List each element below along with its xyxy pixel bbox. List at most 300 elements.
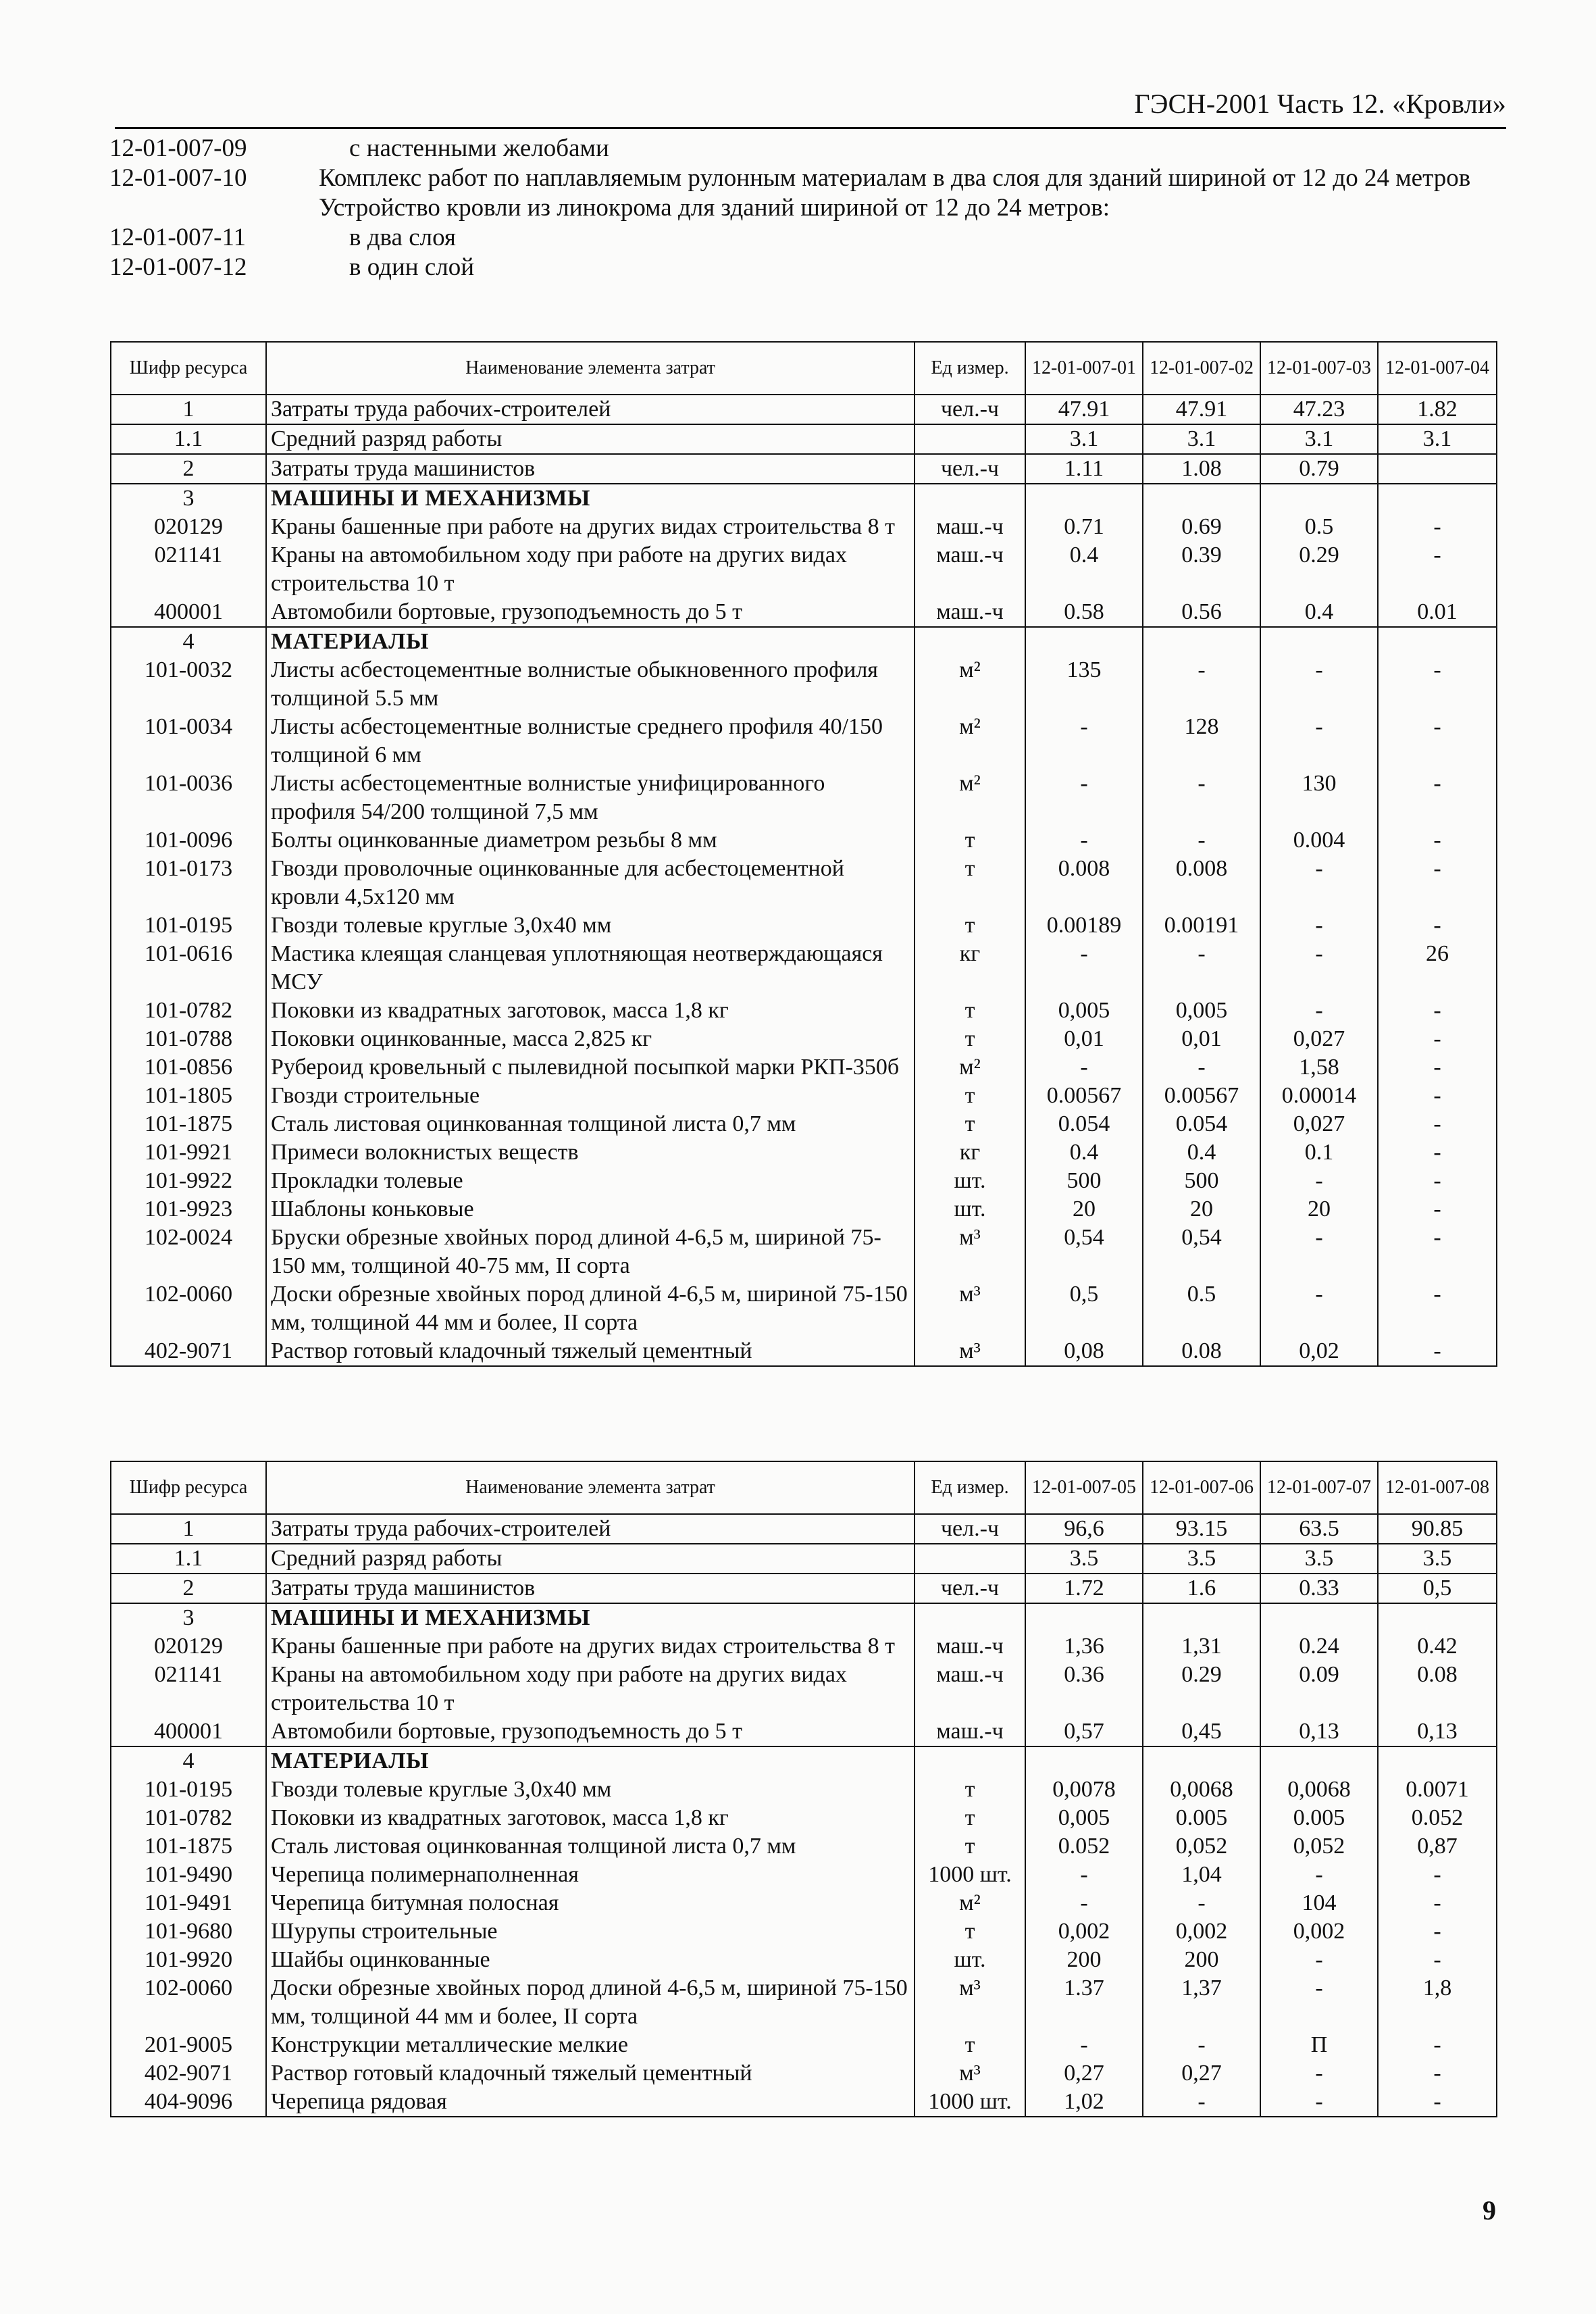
value-cell: 0.054 [1143, 1110, 1260, 1138]
resource-code-cell: 102-0024 [111, 1224, 266, 1280]
value-cell: 47.23 [1260, 395, 1378, 424]
value-cell: 0.79 [1260, 454, 1378, 484]
unit-cell: т [915, 1917, 1025, 1946]
value-cell: 0,027 [1260, 1110, 1378, 1138]
unit-cell: м³ [915, 1337, 1025, 1366]
resource-code-cell: 3 [111, 1603, 266, 1632]
resource-code-cell: 101-0195 [111, 911, 266, 940]
value-cell: 128 [1143, 713, 1260, 770]
unit-cell [915, 1544, 1025, 1574]
resource-code-cell: 101-9680 [111, 1917, 266, 1946]
table-row [111, 997, 1497, 1025]
resource-code-cell: 1.1 [111, 424, 266, 454]
table-row [111, 1082, 1497, 1110]
unit-cell: м³ [915, 1224, 1025, 1280]
intro-code: 12-01-007-10 [109, 164, 247, 192]
value-cell: - [1143, 2088, 1260, 2117]
value-cell: - [1025, 1053, 1143, 1082]
value-cell: 104 [1260, 1889, 1378, 1917]
resource-name-cell: Сталь листовая оцинкованная толщиной листа 0,7 мм [266, 1110, 915, 1138]
value-cell [1260, 484, 1378, 513]
unit-cell: шт. [915, 1167, 1025, 1195]
value-cell: - [1378, 541, 1497, 598]
value-cell: - [1378, 1946, 1497, 1974]
value-cell: - [1378, 1025, 1497, 1053]
intro-code: 12-01-007-09 [109, 134, 247, 162]
table-row [111, 1514, 1497, 1544]
intro-text: Устройство кровли из линокрома для зданий шириной от 12 до 24 метров: [319, 194, 1110, 222]
value-cell: 3.5 [1378, 1544, 1497, 1574]
value-cell: 1,37 [1143, 1974, 1260, 2031]
value-cell: 90.85 [1378, 1514, 1497, 1544]
table-row [111, 1632, 1497, 1661]
value-cell: 0.00014 [1260, 1082, 1378, 1110]
value-cell: - [1378, 1337, 1497, 1366]
unit-cell: кг [915, 1138, 1025, 1167]
unit-cell [915, 1746, 1025, 1776]
value-cell: - [1378, 1224, 1497, 1280]
resource-name-cell: Конструкции металлические мелкие [266, 2031, 915, 2059]
value-cell: - [1378, 826, 1497, 855]
value-cell: 0,005 [1025, 997, 1143, 1025]
value-cell: 0.42 [1378, 1632, 1497, 1661]
table-row [111, 2059, 1497, 2088]
table-row [111, 1974, 1497, 2031]
value-cell: - [1378, 2059, 1497, 2088]
value-cell: - [1378, 713, 1497, 770]
value-cell: - [1260, 997, 1378, 1025]
table-header-row [111, 342, 1497, 395]
value-cell: 0,08 [1025, 1337, 1143, 1366]
value-cell [1025, 1746, 1143, 1776]
value-cell: 1,8 [1378, 1974, 1497, 2031]
unit-cell [915, 627, 1025, 656]
header-cell-code: Шифр ресурса [111, 342, 266, 395]
resource-name-cell: Краны башенные при работе на других видах строительства 8 т [266, 1632, 915, 1661]
intro-row [109, 223, 1514, 253]
intro-row [109, 164, 1514, 193]
unit-cell: маш.-ч [915, 1661, 1025, 1717]
value-cell: 500 [1025, 1167, 1143, 1195]
resource-name-cell: Прокладки толевые [266, 1167, 915, 1195]
resource-table-1 [110, 341, 1497, 1367]
resource-name-cell: Затраты труда рабочих-строителей [266, 1514, 915, 1544]
value-cell: 1,04 [1143, 1861, 1260, 1889]
value-cell: 0.24 [1260, 1632, 1378, 1661]
resource-name-cell: Черепица битумная полосная [266, 1889, 915, 1917]
unit-cell: т [915, 1776, 1025, 1804]
value-cell: - [1025, 713, 1143, 770]
resource-code-cell: 101-9920 [111, 1946, 266, 1974]
resource-name-cell: Автомобили бортовые, грузоподъемность до 5 т [266, 598, 915, 627]
value-cell: - [1260, 855, 1378, 911]
value-cell: - [1260, 911, 1378, 940]
intro-row [109, 193, 1514, 223]
resource-name-cell: Шурупы строительные [266, 1917, 915, 1946]
value-cell: - [1378, 1917, 1497, 1946]
resource-code-cell: 404-9096 [111, 2088, 266, 2117]
table-row [111, 1224, 1497, 1280]
value-cell: - [1143, 656, 1260, 713]
resource-code-cell: 101-0034 [111, 713, 266, 770]
value-cell: 96,6 [1025, 1514, 1143, 1544]
header-cell-norm: 12-01-007-06 [1143, 1461, 1260, 1514]
table-row [111, 541, 1497, 598]
unit-cell: т [915, 911, 1025, 940]
value-cell: - [1378, 1110, 1497, 1138]
value-cell: 0.00567 [1025, 1082, 1143, 1110]
value-cell: - [1378, 2088, 1497, 2117]
value-cell: 200 [1025, 1946, 1143, 1974]
unit-cell: 1000 шт. [915, 2088, 1025, 2117]
unit-cell: м² [915, 770, 1025, 826]
resource-name-cell: Гвозди толевые круглые 3,0х40 мм [266, 911, 915, 940]
value-cell: 20 [1260, 1195, 1378, 1224]
value-cell [1143, 627, 1260, 656]
page-number: 9 [1483, 2195, 1496, 2225]
resource-code-cell: 402-9071 [111, 1337, 266, 1366]
value-cell: - [1143, 1889, 1260, 1917]
value-cell: - [1378, 2031, 1497, 2059]
unit-cell: т [915, 855, 1025, 911]
table-row [111, 1544, 1497, 1574]
table-row [111, 395, 1497, 424]
resource-name-cell: Гвозди толевые круглые 3,0х40 мм [266, 1776, 915, 1804]
value-cell: 0,005 [1025, 1804, 1143, 1832]
value-cell: - [1378, 656, 1497, 713]
table-row [111, 424, 1497, 454]
resource-code-cell: 101-0032 [111, 656, 266, 713]
resource-name-cell: МАТЕРИАЛЫ [266, 1746, 915, 1776]
table-row [111, 513, 1497, 541]
resource-name-cell: Затраты труда рабочих-строителей [266, 395, 915, 424]
resource-name-cell: МАШИНЫ И МЕХАНИЗМЫ [266, 484, 915, 513]
table-row [111, 1025, 1497, 1053]
table-row [111, 770, 1497, 826]
unit-cell: маш.-ч [915, 598, 1025, 627]
resource-name-cell: Доски обрезные хвойных пород длиной 4-6,5 м, шириной 75-150 мм, толщиной 44 мм и более, II сорта [266, 1974, 915, 2031]
value-cell [1143, 1746, 1260, 1776]
value-cell: 0.0071 [1378, 1776, 1497, 1804]
resource-code-cell: 402-9071 [111, 2059, 266, 2088]
table-body [111, 1514, 1497, 2117]
resource-name-cell: Шаблоны коньковые [266, 1195, 915, 1224]
value-cell: 1.6 [1143, 1574, 1260, 1603]
unit-cell [915, 424, 1025, 454]
value-cell: 0.008 [1025, 855, 1143, 911]
header-cell-unit: Ед измер. [915, 1461, 1025, 1514]
value-cell: 0.5 [1143, 1280, 1260, 1337]
resource-code-cell: 101-0788 [111, 1025, 266, 1053]
value-cell [1025, 484, 1143, 513]
value-cell: - [1260, 1946, 1378, 1974]
value-cell: - [1025, 1861, 1143, 1889]
value-cell [1378, 454, 1497, 484]
resource-code-cell: 1 [111, 395, 266, 424]
unit-cell: т [915, 997, 1025, 1025]
unit-cell: маш.-ч [915, 541, 1025, 598]
table-header-row [111, 1461, 1497, 1514]
resource-name-cell: Доски обрезные хвойных пород длиной 4-6,5 м, шириной 75-150 мм, толщиной 44 мм и более, II сорта [266, 1280, 915, 1337]
unit-cell: чел.-ч [915, 395, 1025, 424]
value-cell: 0.29 [1143, 1661, 1260, 1717]
value-cell: 130 [1260, 770, 1378, 826]
value-cell: 0,27 [1143, 2059, 1260, 2088]
table-row [111, 1195, 1497, 1224]
header-cell-norm: 12-01-007-08 [1378, 1461, 1497, 1514]
unit-cell: 1000 шт. [915, 1861, 1025, 1889]
unit-cell: м² [915, 1053, 1025, 1082]
value-cell: - [1378, 513, 1497, 541]
resource-code-cell: 4 [111, 1746, 266, 1776]
value-cell: 0.004 [1260, 826, 1378, 855]
resource-code-cell: 101-0616 [111, 940, 266, 997]
resource-name-cell: МАТЕРИАЛЫ [266, 627, 915, 656]
value-cell: 0,002 [1025, 1917, 1143, 1946]
table-row [111, 656, 1497, 713]
table-row [111, 454, 1497, 484]
header-cell-unit: Ед измер. [915, 342, 1025, 395]
resource-code-cell: 400001 [111, 1717, 266, 1746]
value-cell: 0,02 [1260, 1337, 1378, 1366]
value-cell: - [1143, 2031, 1260, 2059]
value-cell: - [1025, 770, 1143, 826]
value-cell: - [1378, 1053, 1497, 1082]
value-cell: - [1378, 1280, 1497, 1337]
resource-code-cell: 400001 [111, 598, 266, 627]
table-row [111, 2031, 1497, 2059]
intro-text: в один слой [349, 253, 475, 281]
table-row [111, 1280, 1497, 1337]
resource-code-cell: 101-0782 [111, 997, 266, 1025]
resource-name-cell: Поковки из квадратных заготовок, масса 1,8 кг [266, 997, 915, 1025]
value-cell: 0,13 [1260, 1717, 1378, 1746]
resource-name-cell: Средний разряд работы [266, 1544, 915, 1574]
resource-code-cell: 101-1805 [111, 1082, 266, 1110]
value-cell: 0.4 [1025, 1138, 1143, 1167]
table-row [111, 826, 1497, 855]
value-cell: 3.1 [1143, 424, 1260, 454]
resource-code-cell: 101-9922 [111, 1167, 266, 1195]
page-title: ГЭСН-2001 Часть 12. «Кровли» [1134, 89, 1506, 119]
resource-code-cell: 102-0060 [111, 1974, 266, 2031]
resource-name-cell: Поковки оцинкованные, масса 2,825 кг [266, 1025, 915, 1053]
intro-code: 12-01-007-12 [109, 253, 247, 281]
value-cell: 0,002 [1260, 1917, 1378, 1946]
value-cell: - [1260, 656, 1378, 713]
resource-code-cell: 101-1875 [111, 1110, 266, 1138]
resource-code-cell: 2 [111, 454, 266, 484]
value-cell: 0.005 [1260, 1804, 1378, 1832]
table-row [111, 1167, 1497, 1195]
value-cell: - [1378, 770, 1497, 826]
unit-cell: т [915, 1025, 1025, 1053]
header-cell-norm: 12-01-007-02 [1143, 342, 1260, 395]
unit-cell: т [915, 826, 1025, 855]
unit-cell: маш.-ч [915, 1717, 1025, 1746]
unit-cell: маш.-ч [915, 1632, 1025, 1661]
value-cell: - [1025, 1889, 1143, 1917]
unit-cell [915, 1603, 1025, 1632]
value-cell: - [1378, 1138, 1497, 1167]
value-cell: 0.008 [1143, 855, 1260, 911]
value-cell: 0.052 [1025, 1832, 1143, 1861]
page-header [115, 88, 1506, 129]
section-row [111, 1603, 1497, 1632]
value-cell [1025, 1603, 1143, 1632]
value-cell: 0.33 [1260, 1574, 1378, 1603]
resource-name-cell: Черепица рядовая [266, 2088, 915, 2117]
value-cell: 0,5 [1378, 1574, 1497, 1603]
value-cell: 0,052 [1143, 1832, 1260, 1861]
value-cell: 0,57 [1025, 1717, 1143, 1746]
value-cell: 0,01 [1025, 1025, 1143, 1053]
unit-cell: чел.-ч [915, 454, 1025, 484]
value-cell: 1.37 [1025, 1974, 1143, 2031]
resource-name-cell: Сталь листовая оцинкованная толщиной листа 0,7 мм [266, 1832, 915, 1861]
table-row [111, 1717, 1497, 1746]
unit-cell: т [915, 1082, 1025, 1110]
value-cell: 0.00189 [1025, 911, 1143, 940]
unit-cell: м² [915, 656, 1025, 713]
intro-text: Комплекс работ по наплавляемым рулонным материалам в два слоя для зданий шириной от 12 до 24 метров [319, 164, 1471, 192]
intro-text: в два слоя [349, 224, 456, 251]
resource-name-cell: Бруски обрезные хвойных пород длиной 4-6,5 м, шириной 75-150 мм, толщиной 40-75 мм, II сорта [266, 1224, 915, 1280]
value-cell: 0,54 [1143, 1224, 1260, 1280]
value-cell: 0,87 [1378, 1832, 1497, 1861]
value-cell: 0.00191 [1143, 911, 1260, 940]
table-row [111, 1889, 1497, 1917]
value-cell: 0,027 [1260, 1025, 1378, 1053]
resource-name-cell: Листы асбестоцементные волнистые обыкновенного профиля толщиной 5.5 мм [266, 656, 915, 713]
table-row [111, 713, 1497, 770]
unit-cell: маш.-ч [915, 513, 1025, 541]
value-cell [1260, 627, 1378, 656]
value-cell: 0,01 [1143, 1025, 1260, 1053]
value-cell: 1.11 [1025, 454, 1143, 484]
table-row [111, 1574, 1497, 1603]
resource-name-cell: Шайбы оцинкованные [266, 1946, 915, 1974]
header-cell-code: Шифр ресурса [111, 1461, 266, 1514]
value-cell: 0.00567 [1143, 1082, 1260, 1110]
unit-cell: чел.-ч [915, 1574, 1025, 1603]
value-cell [1378, 1746, 1497, 1776]
resource-name-cell: Болты оцинкованные диаметром резьбы 8 мм [266, 826, 915, 855]
value-cell: - [1260, 1224, 1378, 1280]
resource-code-cell: 2 [111, 1574, 266, 1603]
unit-cell: м³ [915, 1974, 1025, 2031]
value-cell: 0,13 [1378, 1717, 1497, 1746]
intro-row [109, 253, 1514, 282]
value-cell: 47.91 [1143, 395, 1260, 424]
table-row [111, 1138, 1497, 1167]
value-cell: 1,31 [1143, 1632, 1260, 1661]
value-cell: - [1143, 1053, 1260, 1082]
value-cell: 0.71 [1025, 513, 1143, 541]
resource-code-cell: 101-0036 [111, 770, 266, 826]
value-cell: - [1378, 855, 1497, 911]
value-cell [1025, 627, 1143, 656]
value-cell: - [1260, 1280, 1378, 1337]
resource-code-cell: 101-0195 [111, 1776, 266, 1804]
section-row [111, 484, 1497, 513]
value-cell: 47.91 [1025, 395, 1143, 424]
intro-code: 12-01-007-11 [109, 224, 247, 251]
header-cell-norm: 12-01-007-05 [1025, 1461, 1143, 1514]
value-cell: - [1260, 1861, 1378, 1889]
value-cell: 3.5 [1143, 1544, 1260, 1574]
resource-code-cell: 102-0060 [111, 1280, 266, 1337]
resource-name-cell: Гвозди проволочные оцинкованные для асбестоцементной кровли 4,5х120 мм [266, 855, 915, 911]
value-cell: - [1378, 1195, 1497, 1224]
value-cell: 1.72 [1025, 1574, 1143, 1603]
resource-code-cell: 101-0856 [111, 1053, 266, 1082]
header-cell-name: Наименование элемента затрат [266, 1461, 915, 1514]
value-cell: 0.36 [1025, 1661, 1143, 1717]
section-row [111, 1746, 1497, 1776]
value-cell: 0,0068 [1143, 1776, 1260, 1804]
value-cell: 0.29 [1260, 541, 1378, 598]
value-cell: 3.1 [1025, 424, 1143, 454]
value-cell: - [1260, 1974, 1378, 2031]
resource-name-cell: Раствор готовый кладочный тяжелый цементный [266, 2059, 915, 2088]
value-cell: 1.82 [1378, 395, 1497, 424]
unit-cell: м² [915, 713, 1025, 770]
resource-name-cell: Рубероид кровельный с пылевидной посыпкой марки РКП-350б [266, 1053, 915, 1082]
value-cell: - [1025, 940, 1143, 997]
resource-name-cell: Затраты труда машинистов [266, 1574, 915, 1603]
table-row [111, 2088, 1497, 2117]
value-cell: 0.58 [1025, 598, 1143, 627]
table-row [111, 1804, 1497, 1832]
value-cell: - [1025, 826, 1143, 855]
value-cell: - [1378, 1167, 1497, 1195]
value-cell: - [1378, 1861, 1497, 1889]
value-cell: 200 [1143, 1946, 1260, 1974]
value-cell: - [1260, 940, 1378, 997]
value-cell: 0.08 [1378, 1661, 1497, 1717]
value-cell: 0,0078 [1025, 1776, 1143, 1804]
resource-code-cell: 1.1 [111, 1544, 266, 1574]
value-cell: - [1025, 2031, 1143, 2059]
value-cell: 0.56 [1143, 598, 1260, 627]
value-cell: 3.5 [1025, 1544, 1143, 1574]
resource-code-cell: 020129 [111, 513, 266, 541]
value-cell [1260, 1603, 1378, 1632]
value-cell [1143, 1603, 1260, 1632]
header-cell-norm: 12-01-007-01 [1025, 342, 1143, 395]
value-cell: - [1143, 826, 1260, 855]
value-cell: 20 [1025, 1195, 1143, 1224]
table-row [111, 911, 1497, 940]
value-cell: 0,45 [1143, 1717, 1260, 1746]
unit-cell: чел.-ч [915, 1514, 1025, 1544]
value-cell: 0.69 [1143, 513, 1260, 541]
value-cell: 1,58 [1260, 1053, 1378, 1082]
resource-name-cell: Краны на автомобильном ходу при работе на других видах строительства 10 т [266, 541, 915, 598]
header-cell-norm: 12-01-007-04 [1378, 342, 1497, 395]
resource-code-cell: 101-1875 [111, 1832, 266, 1861]
value-cell: 500 [1143, 1167, 1260, 1195]
resource-code-cell: 101-9491 [111, 1889, 266, 1917]
resource-name-cell: МАШИНЫ И МЕХАНИЗМЫ [266, 1603, 915, 1632]
unit-cell [915, 484, 1025, 513]
value-cell: 1,02 [1025, 2088, 1143, 2117]
value-cell [1378, 484, 1497, 513]
resource-code-cell: 4 [111, 627, 266, 656]
resource-name-cell: Затраты труда машинистов [266, 454, 915, 484]
value-cell: 3.5 [1260, 1544, 1378, 1574]
